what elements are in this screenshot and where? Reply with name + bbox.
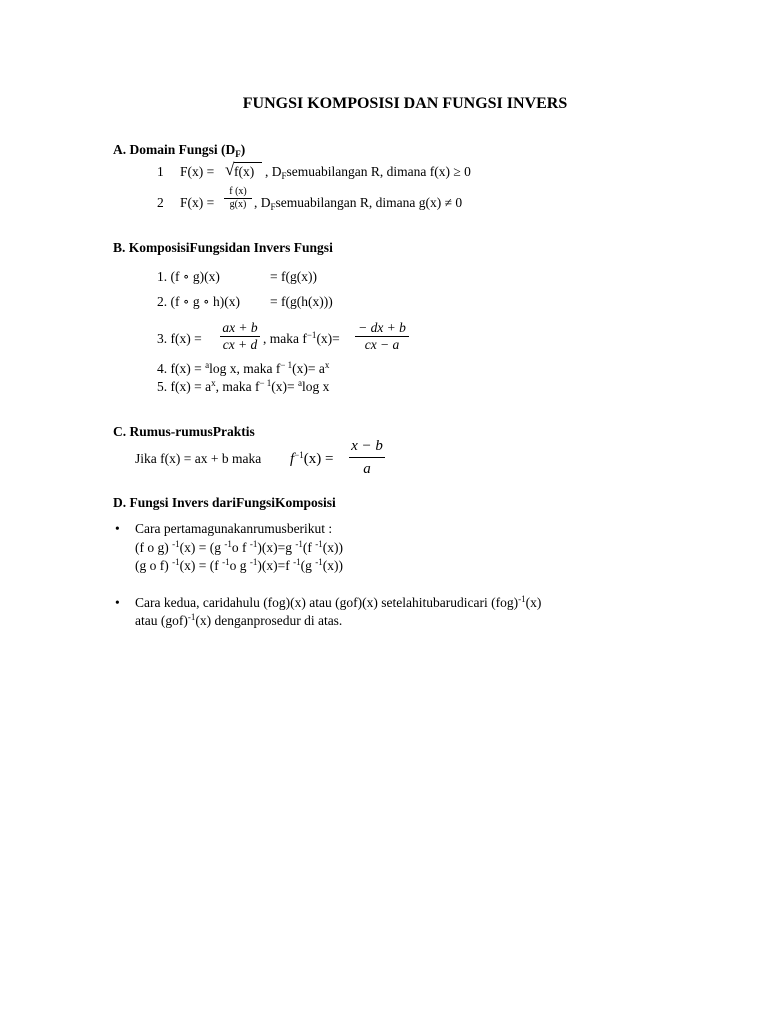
- section-c-heading: C. Rumus-rumusPraktis: [113, 424, 255, 439]
- section-c-lhs: $f^{-1}(x)$ =: [290, 450, 334, 467]
- section-b-item3-mid: , maka $f^{-1}(x)=$: [263, 330, 340, 346]
- section-b-item5: 5. $f(x) = a^x$, maka $f^{- 1}(x)= ^a\log$ x: [157, 378, 330, 394]
- section-d-bullet1-line1: Cara pertamagunakanrumusberikut :: [135, 521, 333, 536]
- section-a-item2-fraction: f (x) g(x): [224, 186, 252, 211]
- page-title: FUNGSI KOMPOSISI DAN FUNGSI INVERS: [242, 95, 568, 112]
- section-a-item2-rest: , $D_Fsemuabilangan$ R, dimana g(x) ≠ 0: [254, 195, 463, 212]
- section-a-item1-lhs: F(x) =: [180, 164, 215, 179]
- section-d-bullet2-line1: Cara kedua, caridahulu (fog)(x) atau (gof)(x) setelahitubarudicari (fog)$^{-1}$(x): [135, 594, 542, 610]
- bullet-1: •: [115, 521, 120, 536]
- section-d-bullet1-line3: (g o f) $^{-1}$(x) = (f $^{-1}$o g $^{-1}$)(x)=f $^{-1}$(g $^{-1}$(x)): [135, 557, 343, 573]
- bullet-2: •: [115, 595, 120, 610]
- section-b-item1-lhs: 1. (f ∘ g)(x): [157, 269, 220, 284]
- section-d-heading: D. Fungsi Invers dariFungsiKomposisi: [113, 495, 336, 510]
- section-a-item1-rest: , $D_Fsemuabilangan$ R, dimana f(x) ≥ 0: [265, 164, 471, 181]
- section-a-item2-number: 2: [157, 195, 164, 210]
- sqrt-symbol: √: [225, 160, 235, 179]
- section-a-item1-number: 1: [157, 164, 164, 179]
- section-b-heading: B. KomposisiFungsidan Invers Fungsi: [113, 240, 333, 255]
- section-d-bullet1-line2: (f o g) $^{-1}$(x) = (g $^{-1}$o f $^{-1}$)(x)=g $^{-1}$(f $^{-1}$(x)): [135, 539, 343, 555]
- section-d-bullet2-line2: atau (gof)$^{-1}$(x) denganprosedur di atas.: [135, 612, 343, 628]
- section-b-item3-inverse-fraction: − dx + b cx − a: [355, 320, 409, 353]
- section-b-item4: 4. f(x) = $^a$log x, maka $f^{- 1}(x)= a^x$: [157, 360, 330, 376]
- section-c-fraction: x − b a: [349, 437, 385, 478]
- section-b-item1-rhs: = f(g(x)): [270, 269, 317, 284]
- section-a-item1-radicand: f(x): [234, 162, 262, 179]
- section-a-item2-lhs: F(x) =: [180, 195, 215, 210]
- section-b-item2-lhs: 2. (f ∘ g ∘ h)(x): [157, 294, 240, 309]
- section-b-item3-lhs: 3. f(x) =: [157, 331, 202, 346]
- section-b-item3-fraction: ax + b cx + d: [220, 320, 260, 353]
- section-a-heading: A. Domain Fungsi $(D_F)$: [113, 142, 246, 159]
- section-c-text: Jika f(x) = ax + b maka: [135, 451, 262, 466]
- section-b-item2-rhs: = f(g(h(x))): [270, 294, 333, 309]
